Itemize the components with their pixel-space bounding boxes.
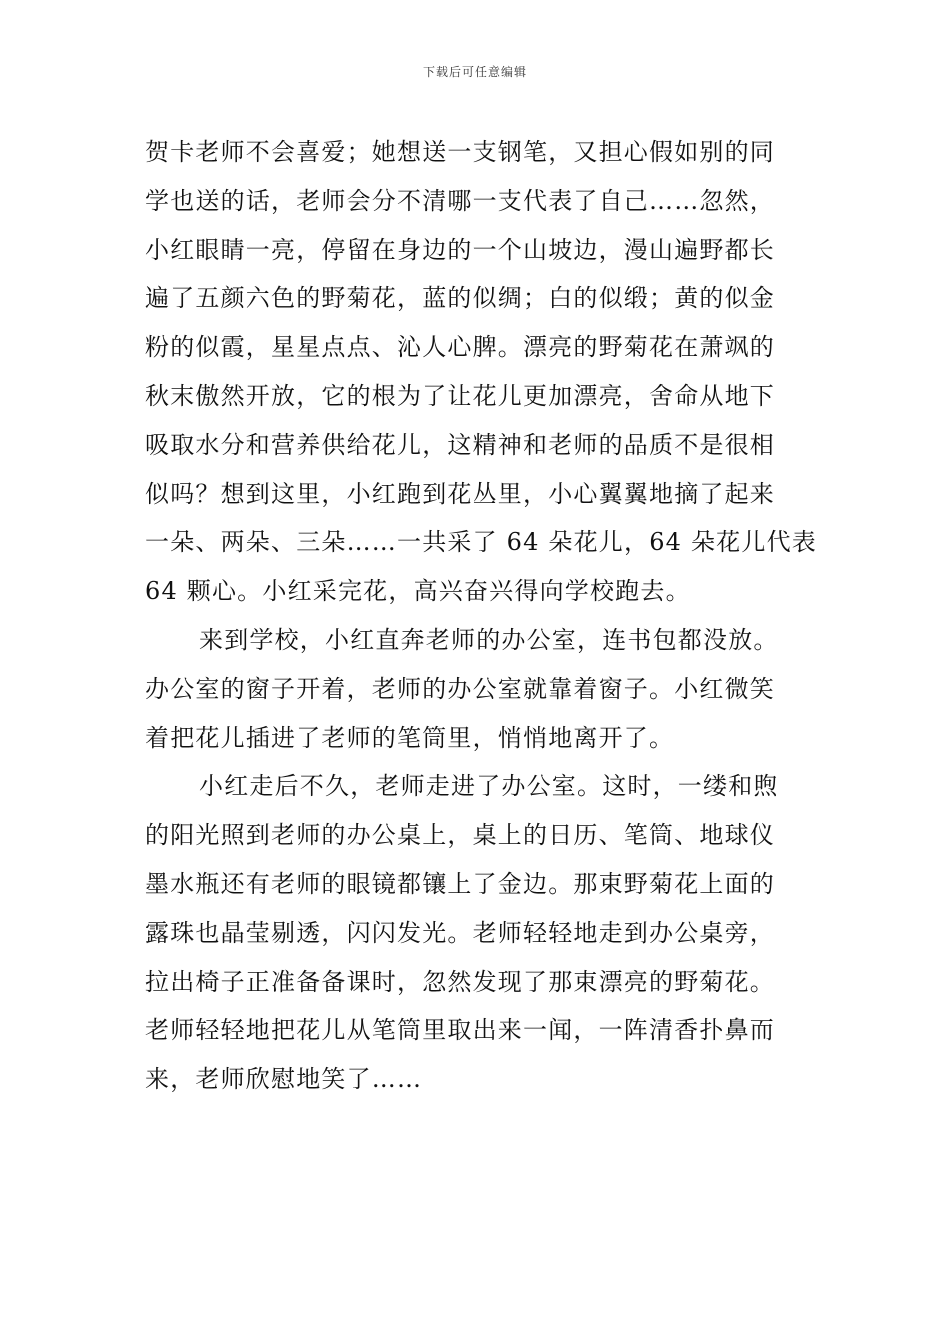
text-line: 老师轻轻地把花儿从笔筒里取出来一闻，一阵清香扑鼻而 [145,1016,775,1045]
text-line: 似吗？想到这里，小红跑到花丛里，小心翼翼地摘了起来 [145,479,775,508]
text-line: 小红眼睛一亮，停留在身边的一个山坡边，漫山遍野都长 [145,235,775,264]
text-line: 着把花儿插进了老师的笔筒里，悄悄地离开了。 [145,723,675,752]
document-body [145,128,815,1104]
text-line: 拉出椅子正准备备课时，忽然发现了那束漂亮的野菊花。 [145,967,775,996]
text-line: 一朵、两朵、三朵……一共采了 64 朵花儿，64 朵花儿代表 [145,528,817,557]
text-line: 学也送的话，老师会分不清哪一支代表了自己……忽然， [145,186,775,215]
text-line: 墨水瓶还有老师的眼镜都镶上了金边。那束野菊花上面的 [145,869,775,898]
text-line: 的阳光照到老师的办公桌上，桌上的日历、笔筒、地球仪 [145,821,775,850]
text-line: 吸取水分和营养供给花儿，这精神和老师的品质不是很相 [145,430,775,459]
text-line: 秋末傲然开放，它的根为了让花儿更加漂亮，舍命从地下 [145,381,775,410]
paragraph-first-line: 小红走后不久，老师走进了办公室。这时，一缕和煦 [199,772,779,801]
text-line: 64 颗心。小红采完花，高兴奋兴得向学校跑去。 [145,577,691,606]
text-line: 贺卡老师不会喜爱；她想送一支钢笔，又担心假如别的同 [145,138,775,166]
page-header-note: 下载后可任意编辑 [422,65,527,79]
text-line: 遍了五颜六色的野菊花，蓝的似绸；白的似缎；黄的似金 [145,284,775,313]
text-line: 来，老师欣慰地笑了…… [145,1065,423,1094]
text-line: 露珠也晶莹剔透，闪闪发光。老师轻轻地走到办公桌旁， [145,918,775,947]
text-line: 办公室的窗子开着，老师的办公室就靠着窗子。小红微笑 [145,674,775,703]
paragraph-first-line: 来到学校，小红直奔老师的办公室，连书包都没放。 [199,625,779,654]
text-line: 粉的似霞，星星点点、沁人心脾。漂亮的野菊花在萧飒的 [145,333,775,362]
